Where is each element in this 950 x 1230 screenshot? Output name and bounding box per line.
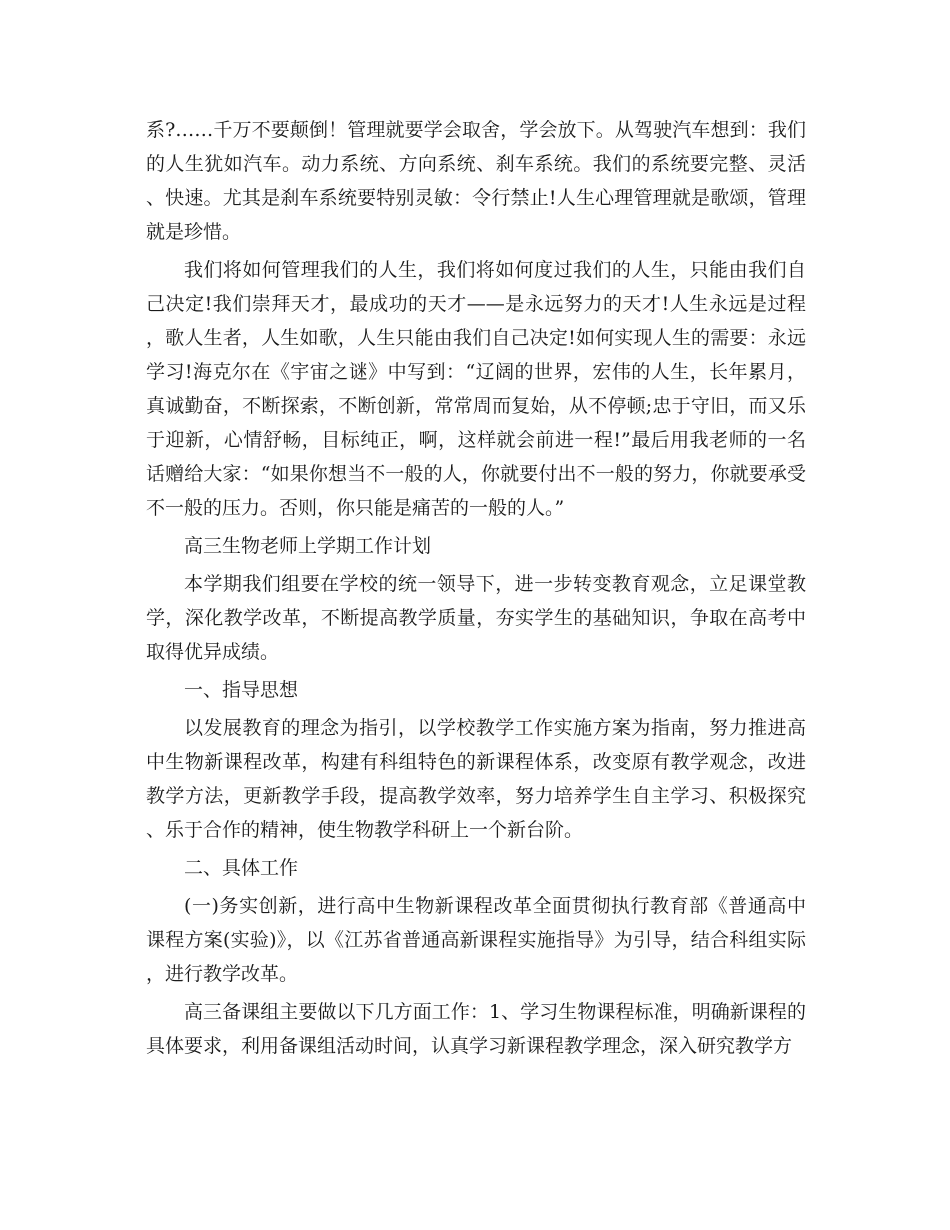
heading-specific-work: 二、具体工作 xyxy=(184,857,299,879)
section-title: 高三生物老师上学期工作计划 xyxy=(184,535,432,557)
paragraph-grade-three-group: 高三备课组主要做以下几方面工作：1、学习生物课程标准，明确新课程的具体要求，利用备课组活动时间，认真学习新课程教学理念，深入研究教学方 xyxy=(146,1001,806,1057)
document-body xyxy=(146,113,806,1067)
paragraph-life-management: 我们将如何管理我们的人生，我们将如何度过我们的人生，只能由我们自己决定!我们崇拜天才，最成功的天才——是永远努力的天才!人生永远是过程，歌人生者，人生如歌，人生只能由我们自己决定!如何实现人生的需要：永远学习!海克尔在《宇宙之谜》中写到：“辽阔的世界，宏伟的人生，长年累月，真诚勤奋，不断探索，不断创新，常常周而复始，从不停顿;忠于守旧，而又乐于迎新，心情舒畅，目标纯正，啊，这样就会前进一程!”最后用我老师的一名话赠给大家：“如果你想当不一般的人，你就要付出不一般的努力，你就要承受不一般的压力。否则，你只能是痛苦的一般的人。” xyxy=(146,259,806,519)
paragraph-curriculum-reform: (一)务实创新，进行高中生物新课程改革全面贯彻执行教育部《普通高中课程方案(实验)》，以《江苏省普通高新课程实施指导》为引导，结合科组实际，进行教学改革。 xyxy=(146,895,806,985)
heading-guiding-ideology: 一、指导思想 xyxy=(184,679,299,701)
paragraph-intro: 本学期我们组要在学校的统一领导下，进一步转变教育观念，立足课堂教学，深化教学改革，不断提高教学质量，夯实学生的基础知识，争取在高考中取得优异成绩。 xyxy=(146,573,806,663)
paragraph-continuation: 系?……千万不要颠倒！管理就要学会取舍，学会放下。从驾驶汽车想到：我们的人生犹如汽车。动力系统、方向系统、刹车系统。我们的系统要完整、灵活、快速。尤其是刹车系统要特别灵敏：令行禁止!人生心理管理就是歌颂，管理就是珍惜。 xyxy=(146,119,806,243)
paragraph-guiding-ideology: 以发展教育的理念为指引，以学校教学工作实施方案为指南，努力推进高中生物新课程改革，构建有科组特色的新课程体系，改变原有教学观念，改进教学方法，更新教学手段，提高教学效率，努力培养学生自主学习、积极探究、乐于合作的精神，使生物教学科研上一个新台阶。 xyxy=(146,717,806,841)
